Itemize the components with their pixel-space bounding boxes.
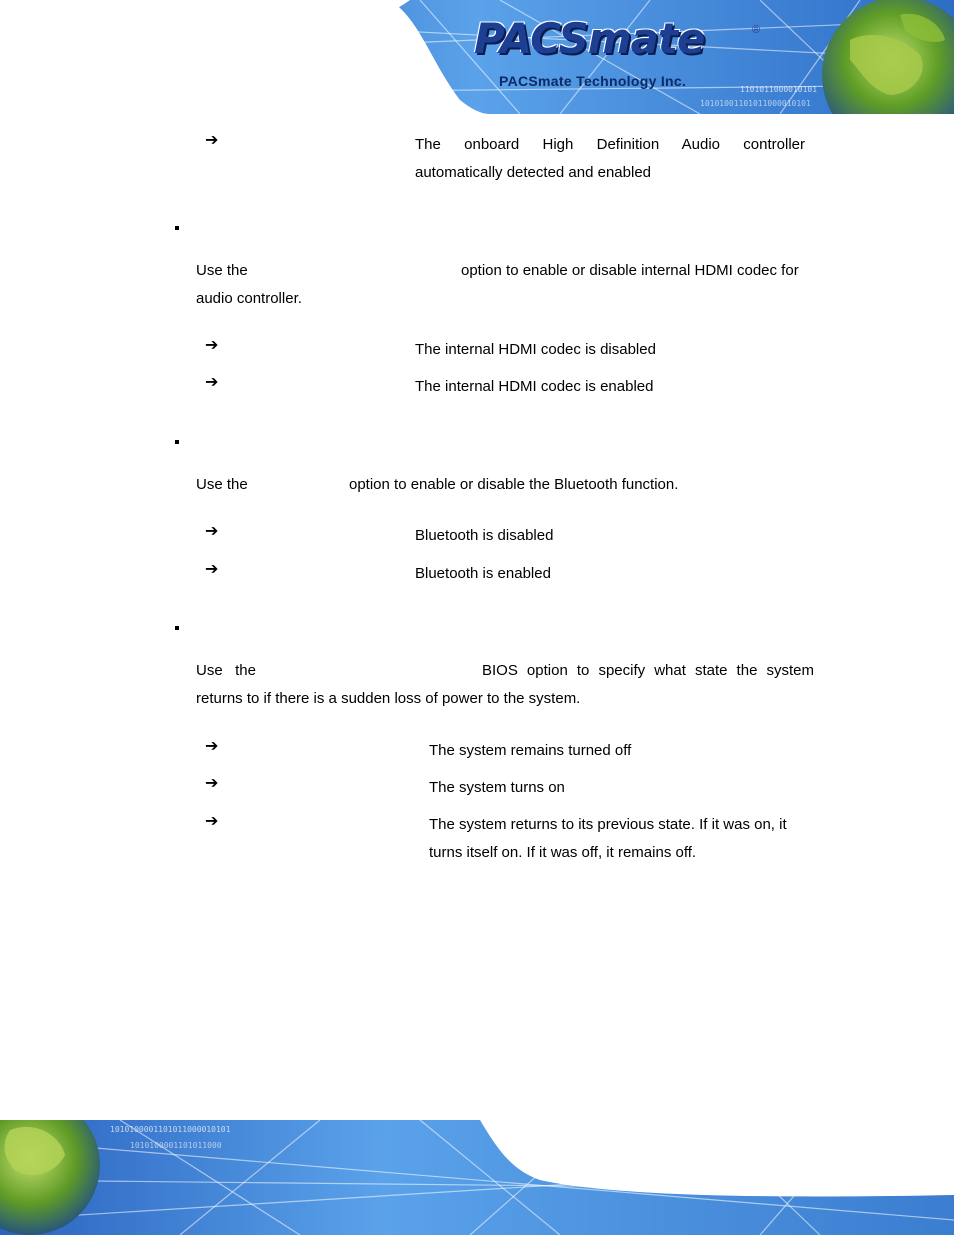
- power-intro-before: Use the: [196, 662, 256, 679]
- arrow-right-icon: ➔: [205, 521, 219, 540]
- bluetooth-enabled-desc: Bluetooth is enabled: [415, 565, 551, 582]
- bluetooth-intro-after: option to enable or disable the Bluetooth function.: [349, 476, 679, 493]
- power-last-desc-line1: The system returns to its previous state. If it was on, it: [429, 816, 787, 833]
- page-footer: [0, 1120, 954, 1235]
- svg-text:1101011000010101: 1101011000010101: [740, 85, 818, 94]
- hdmi-enabled-desc: The internal HDMI codec is enabled: [415, 378, 654, 395]
- company-name: PACSmate Technology Inc.: [499, 73, 687, 89]
- hdmi-intro-before: Use the: [196, 262, 248, 279]
- power-off-desc: The system remains turned off: [429, 742, 632, 759]
- arrow-right-icon: ➔: [205, 130, 219, 149]
- arrow-right-icon: ➔: [205, 372, 219, 391]
- power-last-desc-line2: turns itself on. If it was off, it remains off.: [429, 844, 697, 861]
- arrow-right-icon: ➔: [205, 559, 219, 578]
- hdmi-intro-after: option to enable or disable internal HDMI codec for: [461, 262, 799, 279]
- power-on-desc: The system turns on: [429, 779, 565, 796]
- footer-banner-graphic: [0, 1120, 954, 1235]
- bluetooth-intro-before: Use the: [196, 476, 248, 493]
- hda-enabled-desc-line1: The onboard High Definition Audio controller: [415, 136, 805, 153]
- hdmi-intro-line2: audio controller.: [196, 290, 302, 307]
- arrow-right-icon: ➔: [205, 736, 219, 755]
- arrow-right-icon: ➔: [205, 811, 219, 830]
- hdmi-disabled-desc: The internal HDMI codec is disabled: [415, 341, 656, 358]
- page-header: [0, 0, 954, 114]
- registered-mark: ®: [752, 24, 761, 36]
- hda-enabled-desc-line2: automatically detected and enabled: [415, 164, 652, 181]
- bullet-icon: [175, 440, 179, 444]
- svg-text:1010100001101011000010101: 1010100001101011000010101: [110, 1125, 231, 1134]
- power-intro-after: BIOS option to specify what state the system: [482, 662, 814, 679]
- arrow-right-icon: ➔: [205, 335, 219, 354]
- bullet-icon: [175, 226, 179, 230]
- bullet-icon: [175, 626, 179, 630]
- power-intro-line2: returns to if there is a sudden loss of power to the system.: [196, 690, 581, 707]
- arrow-right-icon: ➔: [205, 773, 219, 792]
- bluetooth-disabled-desc: Bluetooth is disabled: [415, 527, 554, 544]
- svg-text:10101001101011000010101: 10101001101011000010101: [700, 99, 811, 108]
- svg-text:1010100001101011000: 1010100001101011000: [130, 1141, 222, 1150]
- company-logo: PACSmate: [474, 14, 705, 63]
